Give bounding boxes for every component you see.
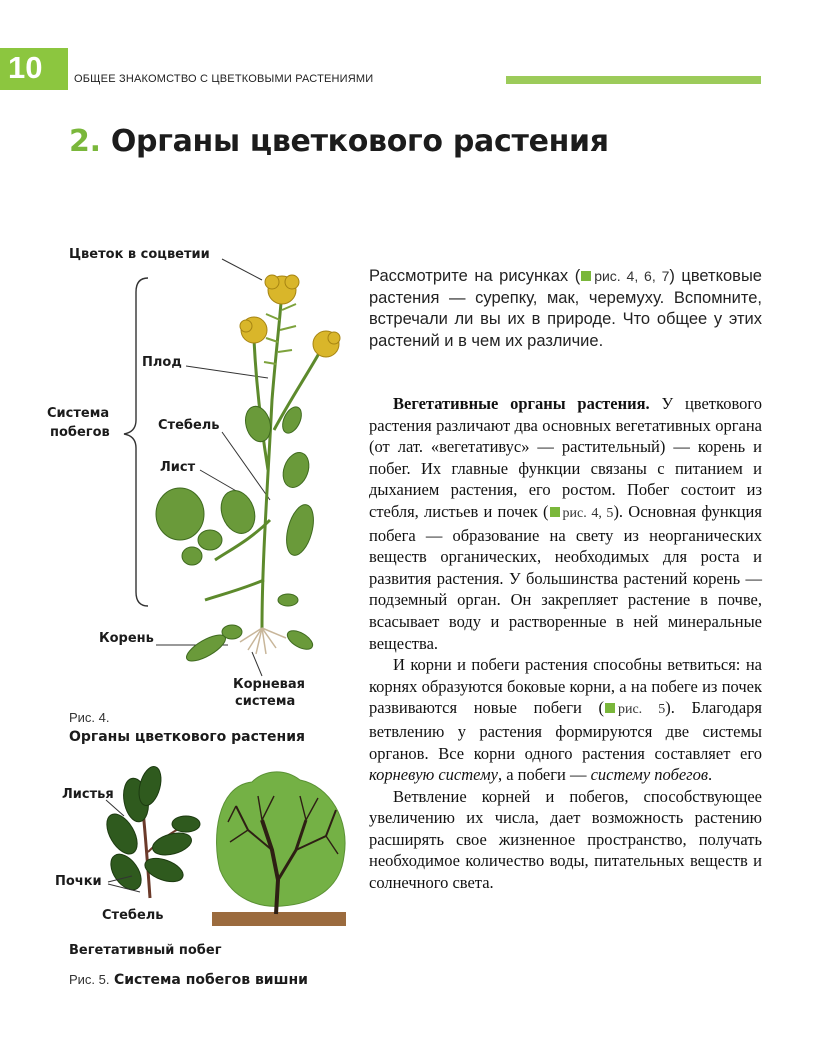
label-flower: Цветок в соцветии — [69, 247, 210, 262]
cherry-tree — [212, 772, 346, 926]
fig5-caption-title: Система побегов вишни — [113, 972, 308, 988]
intro-figure-ref: рис. 4, 6, 7 — [594, 268, 670, 284]
plant-leaves — [156, 404, 318, 666]
term-shoot-system: систему побегов — [590, 765, 709, 785]
running-head: ОБЩЕЕ ЗНАКОМСТВО С ЦВЕТКОВЫМИ РАСТЕНИЯМИ — [74, 73, 374, 85]
label-root: Корень — [99, 631, 154, 646]
paragraph-branching — [369, 654, 762, 786]
p2-text-c: , а побеги — — [497, 765, 591, 785]
p2-figure-ref: рис. 5 — [617, 702, 666, 718]
plant-roots — [240, 628, 286, 654]
p1-figure-ref: рис. 4, 5 — [562, 505, 614, 521]
reference-marker-icon — [550, 507, 560, 517]
reference-marker-icon — [605, 703, 615, 713]
intro-paragraph — [369, 266, 762, 352]
label-leaves: Листья — [62, 787, 114, 802]
label-root-system-1: Корневая — [233, 677, 306, 692]
label-leaf: Лист — [160, 460, 196, 475]
shoot-branch — [101, 764, 200, 898]
label-vegetative-shoot: Вегетативный побег — [69, 943, 222, 958]
fig4-caption-title: Органы цветкового растения — [69, 729, 305, 745]
term-root-system: корневую систему — [369, 765, 498, 785]
label-shoot-system-1: Система — [47, 406, 110, 421]
shoot-system-bracket — [124, 278, 148, 606]
fig5-caption — [69, 971, 308, 989]
label-stem: Стебель — [158, 418, 220, 433]
leader-root-system — [252, 652, 262, 676]
p1-text-a: У цветкового растения различают два основных вегетативных органа (от лат. «вегетативус» — растительный) — корень и побег. Их главные функции связаны с питанием и дыханием растения, его ростом. Побег состоит из стебля, листьев и почек ( — [369, 394, 762, 521]
chapter-title-text: Органы цветкового растения — [110, 124, 609, 159]
fig5-caption-prefix: Рис. 5. — [69, 972, 110, 987]
label-root-system-2: система — [235, 694, 296, 709]
intro-text-2: ) цветковые растения — сурепку, мак, черемуху. Вспомните, встречали ли вы их в природе. Что общее у этих растений и в чем их различие. — [369, 267, 762, 350]
label-fig5-stem: Стебель — [102, 908, 164, 923]
label-shoot-system-2: побегов — [50, 425, 110, 440]
label-fruit: Плод — [142, 355, 182, 370]
leader-leaf — [200, 470, 238, 492]
fig4-caption-prefix: Рис. 4. — [69, 710, 110, 725]
chapter-number: 2. — [69, 124, 101, 159]
intro-text-1: Рассмотрите на рисунках ( — [369, 267, 581, 285]
p2-text-a: И корни и побеги растения способны ветвиться: на корнях образуются боковые корни, а на побеге из почек развиваются новые побеги ( — [369, 655, 762, 718]
label-buds: Почки — [55, 874, 102, 889]
paragraph-vegetative-organs — [369, 393, 762, 654]
p1-text-b: ). Основная функция побега — образование на свету из неорганических веществ органических, необходимых для роста и развития растения. У большинства растений корень — подземный орган. Он закрепляет растение в почве, всасывает воду и растворенные в ней минеральные вещества. — [369, 501, 762, 653]
p2-text-d: . — [708, 765, 713, 785]
reference-marker-icon — [581, 271, 591, 281]
paragraph-expansion: Ветвление корней и побегов, способствующее увеличению их числа, дает возможность растению расширять свое жизненное пространство, получать необходимое количество воды, питательных веществ и солнечного света. — [369, 786, 762, 893]
paragraph-heading: Вегетативные органы растения. — [393, 394, 650, 413]
p2-text-b: ). Благодаря ветвлению у растения формируются две системы органов. Все корни одного растения составляет его — [369, 698, 762, 763]
body-text — [369, 393, 762, 894]
page-number: 10 — [8, 50, 43, 85]
leader-flower — [222, 259, 262, 280]
